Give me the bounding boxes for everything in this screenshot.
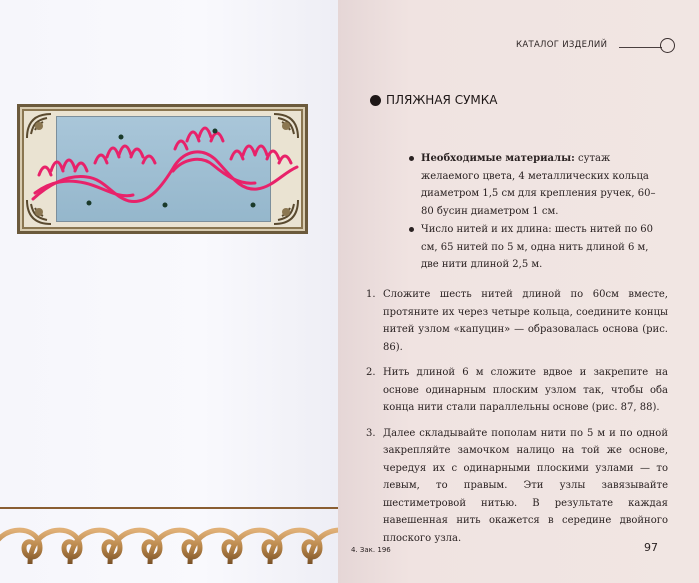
steps-list <box>366 286 668 555</box>
step-number: 2. <box>366 367 376 378</box>
step-text: Далее складывайте пополам нити по 5 м и по одной закрепляйте замочком налицо на той же основе, чередуя их с одинарными плоскими узлами — то левым, то правым. Эти узлы завязывайте шестиметровой нитью. В результате каждая навешенная нить окажется в середине двойного плоского узла. <box>383 427 668 544</box>
step-item <box>366 425 668 548</box>
left-page <box>0 0 338 583</box>
step-text: Сложите шесть нитей длиной по 60см вместе, протяните их через четыре кольца, соедините концы нитей узлом «капуцин» — образовалась основа (рис. 86). <box>383 289 668 353</box>
step-text: Нить длиной 6 м сложите вдвое и закрепите на основе одинарным плоским узлом так, чтобы оба конца нити стали параллельны основе (рис. 87, 88). <box>383 367 668 413</box>
lace-photo-frame <box>17 104 308 234</box>
section-bullet-icon <box>370 95 381 106</box>
materials-label: Необходимые материалы: <box>421 153 575 164</box>
threads-item: Число нитей и их длина: шесть нитей по 60 см, 65 нитей по 5 м, одна нить длиной 6 м, две нити длиной 2,5 м. <box>408 221 666 274</box>
scroll-ornament-border <box>0 502 338 570</box>
materials-list <box>408 150 666 275</box>
lace-edging-image <box>25 119 303 209</box>
header-circle-icon <box>660 38 675 53</box>
right-page <box>338 0 699 583</box>
page-number: 97 <box>644 541 658 554</box>
section-title: ПЛЯЖНАЯ СУМКА <box>386 93 498 107</box>
running-header: КАТАЛОГ ИЗДЕЛИЙ <box>516 40 608 50</box>
header-rule <box>619 47 662 48</box>
printer-note: 4. Зак. 196 <box>351 546 391 554</box>
step-item <box>366 364 668 417</box>
materials-item <box>408 150 666 220</box>
materials-text: сутаж желаемого цвета, 4 металлических кольца диаметром 1,5 см для крепления ручек, 60–80 бусин диаметром 1 см. <box>421 153 656 217</box>
step-item <box>366 286 668 356</box>
step-number: 1. <box>366 289 376 300</box>
step-number: 3. <box>366 427 376 439</box>
